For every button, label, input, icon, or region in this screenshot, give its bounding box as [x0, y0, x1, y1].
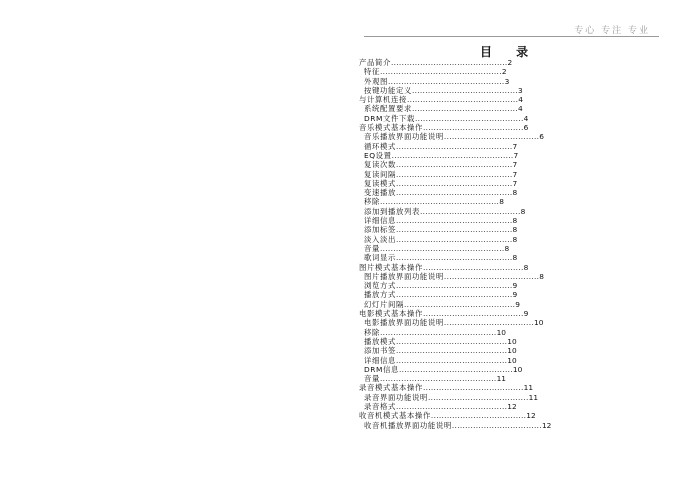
toc-entry-label: 添加到播放列表 [364, 206, 420, 216]
toc-entry-label: 图片播放界面功能说明 [364, 271, 444, 281]
toc-subentry [359, 328, 589, 337]
toc-entry-page: 2 [507, 58, 513, 67]
toc-entry-page: 8 [520, 206, 526, 216]
toc-entry-label: DRM文件下载 [364, 113, 415, 123]
toc-subentry [359, 67, 589, 76]
toc-dot-leader: ............................................ [395, 160, 513, 170]
toc-subentry [359, 151, 589, 160]
toc-entry-label: 幻灯片间隔 [364, 299, 404, 309]
toc-entry-page: 9 [515, 299, 520, 309]
table-of-contents [359, 58, 589, 430]
toc-subentry [359, 374, 589, 383]
toc-dot-leader: .................................. [451, 420, 542, 430]
toc-entry-page: 8 [512, 188, 518, 198]
toc-subentry [359, 86, 589, 95]
toc-entry-page: 7 [512, 160, 518, 170]
toc-subentry [359, 225, 589, 234]
toc-entry [359, 58, 589, 67]
toc-entry [359, 309, 589, 318]
toc-subentry [359, 114, 589, 123]
toc-dot-leader: .......................................... [406, 95, 519, 105]
toc-entry-page: 11 [523, 383, 534, 393]
toc-entry-label: 产品简介 [359, 58, 391, 67]
toc-dot-leader: ............................................... [379, 243, 505, 253]
toc-entry [359, 383, 589, 392]
toc-subentry [359, 216, 589, 225]
toc-entry [359, 263, 589, 272]
header-rule [364, 36, 659, 37]
toc-entry-page: 9 [523, 309, 529, 319]
toc-entry-label: 添加书签 [364, 346, 396, 356]
toc-entry-label: 外观图 [364, 76, 388, 86]
toc-dot-leader: ............................................ [390, 58, 508, 67]
toc-dot-leader: ............................................. [379, 197, 500, 207]
toc-subentry [359, 393, 589, 402]
toc-entry [359, 95, 589, 104]
toc-title: 目 录 [480, 45, 539, 59]
toc-entry-page: 12 [526, 411, 536, 421]
toc-entry-label: 详细信息 [364, 355, 396, 365]
toc-entry-page: 7 [513, 150, 519, 160]
toc-dot-leader: .......................................... [403, 299, 516, 309]
toc-subentry [359, 272, 589, 281]
toc-entry-page: 4 [518, 95, 523, 105]
toc-dot-leader: .................................. [443, 318, 534, 328]
toc-subentry [359, 365, 589, 374]
toc-entry-page: 8 [504, 243, 510, 253]
toc-subentry [359, 356, 589, 365]
toc-entry-page: 8 [512, 216, 518, 226]
toc-entry-label: 电影模式基本操作 [359, 309, 423, 319]
toc-subentry [359, 77, 589, 86]
toc-entry-label: DRM信息 [364, 364, 399, 374]
toc-entry-label: 淡入淡出 [364, 234, 396, 244]
toc-entry-label: 与计算机连接 [359, 95, 407, 105]
toc-entry-label: 循环模式 [364, 141, 396, 151]
toc-entry-page: 8 [512, 253, 518, 263]
toc-entry-page: 10 [507, 346, 517, 356]
toc-entry-page: 12 [507, 401, 517, 411]
toc-entry-page: 3 [517, 85, 523, 95]
toc-subentry [359, 170, 589, 179]
toc-entry-label: 音量 [364, 374, 380, 384]
toc-entry-label: 音乐播放界面功能说明 [364, 132, 444, 142]
toc-entry-page: 9 [512, 290, 518, 300]
toc-entry-label: 添加标签 [364, 225, 396, 235]
toc-entry-label: 音量 [364, 243, 380, 253]
toc-entry-label: 移除 [364, 197, 380, 207]
toc-dot-leader: ............................................ [395, 290, 513, 300]
toc-dot-leader: ......................................... [414, 113, 524, 123]
toc-subentry [359, 188, 589, 197]
toc-entry-page: 10 [512, 364, 523, 374]
toc-subentry [359, 281, 589, 290]
toc-entry-label: 歌词显示 [364, 253, 396, 263]
toc-entry-page: 7 [512, 141, 518, 151]
toc-entry-page: 10 [496, 327, 506, 337]
toc-entry-label: 特征 [364, 67, 380, 77]
toc-entry-page: 7 [512, 169, 518, 179]
toc-dot-leader: ............................................ [395, 216, 513, 226]
toc-entry-label: 录音界面功能说明 [364, 392, 428, 402]
toc-entry-page: 8 [523, 262, 529, 272]
toc-entry-page: 10 [507, 336, 517, 346]
toc-entry-label: 浏览方式 [364, 281, 396, 291]
toc-dot-leader: ............................................ [395, 234, 513, 244]
toc-dot-leader: .................................... [443, 271, 540, 281]
toc-entry-page: 8 [499, 197, 504, 207]
toc-dot-leader: .................................... [430, 411, 527, 421]
toc-dot-leader: .............................................. [379, 67, 502, 77]
toc-subentry [359, 290, 589, 299]
toc-entry-label: 录音模式基本操作 [359, 383, 423, 393]
toc-dot-leader: ...................................... [419, 206, 521, 216]
toc-entry-label: 系统配置要求 [364, 104, 412, 114]
toc-entry-page: 11 [528, 392, 539, 402]
toc-dot-leader: ............................................ [379, 374, 497, 384]
toc-entry-page: 3 [504, 76, 510, 86]
toc-subentry [359, 207, 589, 216]
toc-subentry [359, 179, 589, 188]
toc-subentry [359, 160, 589, 169]
toc-dot-leader: .......................................... [395, 346, 508, 356]
toc-subentry [359, 142, 589, 151]
toc-subentry [359, 197, 589, 206]
toc-subentry [359, 253, 589, 262]
toc-dot-leader: ...................................... [422, 383, 524, 393]
toc-dot-leader: ............................................ [395, 188, 513, 198]
toc-entry-label: 录音格式 [364, 401, 396, 411]
toc-dot-leader: ............................................ [395, 169, 513, 179]
toc-dot-leader: ............................................ [379, 327, 497, 337]
toc-dot-leader: ............................................ [387, 76, 505, 86]
toc-subentry [359, 132, 589, 141]
toc-entry-page: 8 [512, 234, 518, 244]
toc-entry-page: 8 [512, 225, 518, 235]
toc-entry-label: 复读间隔 [364, 169, 396, 179]
toc-entry-page: 4 [517, 104, 523, 114]
toc-entry-label: 变速播放 [364, 188, 396, 198]
toc-dot-leader: ............................................ [395, 141, 513, 151]
toc-subentry [359, 337, 589, 346]
toc-entry-label: 复读模式 [364, 178, 396, 188]
toc-dot-leader: .......................................... [395, 336, 508, 346]
toc-dot-leader: ...................................... [427, 392, 529, 402]
toc-dot-leader: .................................... [443, 132, 540, 142]
toc-subentry [359, 346, 589, 355]
toc-dot-leader: ............................................ [395, 253, 513, 263]
toc-subentry [359, 300, 589, 309]
toc-dot-leader: ........................................... [398, 364, 513, 374]
toc-dot-leader: ........................................ [411, 104, 518, 114]
toc-entry-page: 2 [501, 67, 507, 77]
toc-entry-page: 6 [539, 132, 544, 142]
toc-entry-label: 播放方式 [364, 290, 396, 300]
toc-entry-label: 音乐模式基本操作 [359, 123, 423, 133]
toc-entry-page: 4 [523, 113, 529, 123]
toc-entry-page: 6 [523, 123, 529, 133]
toc-subentry [359, 244, 589, 253]
toc-entry-label: 复读次数 [364, 160, 396, 170]
toc-entry-label: 按键功能定义 [364, 85, 412, 95]
toc-dot-leader: ............................................ [395, 281, 513, 291]
toc-entry-label: EQ设置 [364, 150, 392, 160]
toc-entry-label: 收音机播放界面功能说明 [364, 420, 452, 430]
toc-entry-label: 详细信息 [364, 216, 396, 226]
toc-dot-leader: ............................................ [395, 225, 513, 235]
toc-entry-label: 电影播放界面功能说明 [364, 318, 444, 328]
header-motto: 专心 专注 专业 [574, 26, 650, 36]
toc-dot-leader: ...................................... [422, 123, 524, 133]
toc-entry-page: 7 [512, 178, 518, 188]
toc-subentry [359, 104, 589, 113]
toc-entry-page: 12 [541, 420, 552, 430]
toc-entry-page: 9 [512, 281, 518, 291]
toc-subentry [359, 421, 589, 430]
toc-entry-label: 移除 [364, 327, 380, 337]
toc-subentry [359, 235, 589, 244]
toc-dot-leader: ...................................... [422, 309, 524, 319]
toc-entry-label: 播放模式 [364, 336, 396, 346]
toc-entry-page: 11 [496, 374, 506, 384]
toc-entry [359, 123, 589, 132]
toc-dot-leader: ...................................... [422, 262, 524, 272]
toc-dot-leader: .......................................... [395, 401, 508, 411]
toc-entry-label: 收音机模式基本操作 [359, 411, 431, 421]
toc-entry-label: 图片模式基本操作 [359, 262, 423, 272]
toc-dot-leader: ........................................ [411, 85, 518, 95]
toc-subentry [359, 402, 589, 411]
toc-dot-leader: .............................................. [391, 150, 514, 160]
toc-dot-leader: ............................................ [395, 178, 513, 188]
toc-dot-leader: .......................................... [395, 355, 508, 365]
toc-entry-page: 10 [507, 355, 517, 365]
toc-entry [359, 411, 589, 420]
toc-entry-page: 10 [534, 318, 544, 328]
toc-subentry [359, 318, 589, 327]
toc-entry-page: 8 [539, 271, 544, 281]
